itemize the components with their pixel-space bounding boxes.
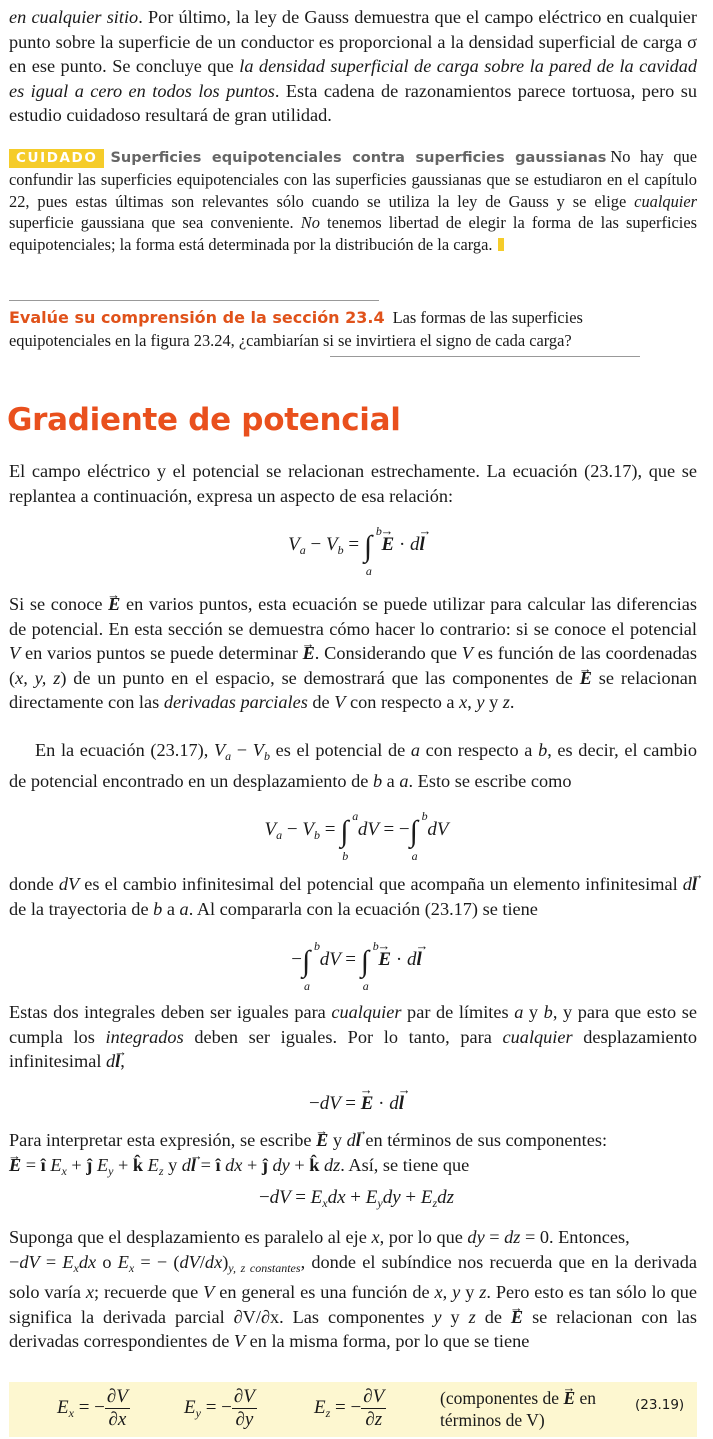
intro-italic-2: la densidad superficial de carga sobre la pared de la cavidad es igual a cero en todos los puntos	[9, 56, 697, 101]
caution-italic-1: cualquier	[634, 191, 697, 211]
intro-paragraph	[9, 5, 697, 128]
ex-formula: $E_x$ = − $\frac{\partial V}{\partial x}$	[57, 1386, 128, 1430]
ez-formula: $E_z$ = − $\frac{\partial V}{\partial z}$	[314, 1386, 385, 1430]
caution-text-1: No hay que confundir las superficies equipotenciales con las superficies gaussianas que se estudiaron en el capítulo 22, pues estas últimas son relevantes sólo cuando se utiliza la ley de Gauss y se elige	[9, 147, 697, 211]
caution-title: Superficies equipotenciales contra superficies gaussianas	[110, 150, 607, 166]
caution-tag: CUIDADO	[9, 149, 104, 168]
paragraph-3: En la ecuación (23.17), $V_a - V_b$ es el potencial de a con respecto a b, es decir, el cambio de potencial encontrado en un desplazamiento de b a a. Esto se escribe como	[9, 740, 697, 791]
check-title: Evalúe su comprensión de la sección 23.4	[9, 308, 385, 327]
caution-text-2: superficie gaussiana que sea conveniente.	[9, 213, 301, 233]
ey-formula: $E_y$ = − $\frac{\partial V}{\partial y}$	[184, 1386, 255, 1430]
caution-text-3: tenemos libertad de elegir la forma de las superficies equipotenciales; la forma está determinada por la distribución de la carga.	[9, 213, 697, 254]
equation-minus-dv: −dV = → E · d→ l	[0, 1093, 713, 1115]
check-top-rule	[9, 300, 379, 301]
boxed-equation-23-19	[9, 1382, 697, 1437]
intro-text-3: . Esta cadena de razonamientos parece tortuosa, pero su estudio cuidadoso resultará de gran utilidad.	[9, 80, 697, 126]
paragraph-1: El campo eléctrico y el potencial se relacionan estrechamente. La ecuación (23.17), que se replantea a continuación, expresa un aspecto de esa relación:	[9, 461, 697, 506]
intro-lead: en cualquier sitio	[9, 7, 139, 27]
equation-number: (23.19)	[635, 1397, 685, 1413]
boxed-note: (componentes de → E en términos de V)	[440, 1387, 640, 1431]
paragraph-6: Para interpretar esta expresión, se escribe → E y d→ l en términos de sus componentes: → E = î $E_x$ + ĵ $E_y$ + k̂ $E_z$ y d→ l = î dx + ĵ dy + k̂ dz. Así, se tiene que	[9, 1128, 697, 1183]
check-understanding	[9, 307, 629, 352]
caution-italic-2: No	[300, 213, 320, 233]
intro-text-1: . Por último, la ley de Gauss demuestra que el campo eléctrico en cualquier punto sobre la superficie de un conductor es proporcional a la densidad superficial de carga σ en ese punto. Se concluye que	[9, 7, 697, 77]
paragraph-7: Suponga que el desplazamiento es paralelo al eje x, por lo que dy = dz = 0. Entonces, $-dV = E_xdx$ o $E_x$ = − $(dV/dx)_{y, z constantes}$, donde el subíndice nos recuerda que en la derivada solo varía x; recuerde que V en general es una función de x, y y z. Pero esto es tan sólo lo que significa la derivada parcial ∂V/∂x. Las componentes y y z de → E se relacionan con las derivadas correspondientes de V en la misma forma, por lo que se tiene	[9, 1225, 697, 1354]
caution-note	[9, 146, 697, 255]
paragraph-4: donde dV es el cambio infinitesimal del potencial que acompaña un elemento infinitesimal d→ l de la trayectoria de b a a. Al compararla con la ecuación (23.17) se tiene	[9, 872, 697, 921]
equation-components: $-dV = E_xdx + E_ydy + E_zdz$	[258, 1187, 455, 1210]
equation-dv-integral: $V_a - V_b$ = ∫ a b dV = −∫ b a dV	[264, 809, 449, 863]
check-text: Las formas de las superficies equipotenciales en la figura 23.24, ¿cambiarían si se invirtiera el signo de cada carga?	[9, 308, 583, 350]
end-mark-icon	[498, 238, 504, 251]
paragraph-2: Si se conoce → E en varios puntos, esta ecuación se puede utilizar para calcular las diferencias de potencial. En esta sección se demuestra cómo hacer lo contrario: si se conoce el potencial V en varios puntos se puede determinar → E. Considerando que V es función de las coordenadas (x, y, z) de un punto en el espacio, se demostrará que las componentes de → E se relacionan directamente con las derivadas parciales de V con respecto a x, y y z.	[9, 592, 697, 715]
section-title: Gradiente de potencial	[7, 402, 401, 438]
equation-integrals-equal: −∫ b a dV = ∫ b a → E · d→ l	[0, 945, 713, 979]
paragraph-5: Estas dos integrales deben ser iguales para cualquier par de límites a y b, y para que esto se cumpla los integrados deben ser iguales. Por lo tanto, para cualquier desplazamiento infinitesimal d→ l,	[9, 1000, 697, 1074]
check-bottom-rule	[330, 356, 640, 357]
equation-va-vb: $V_a - V_b$ = ∫ b a → E · d→ l	[0, 530, 713, 564]
